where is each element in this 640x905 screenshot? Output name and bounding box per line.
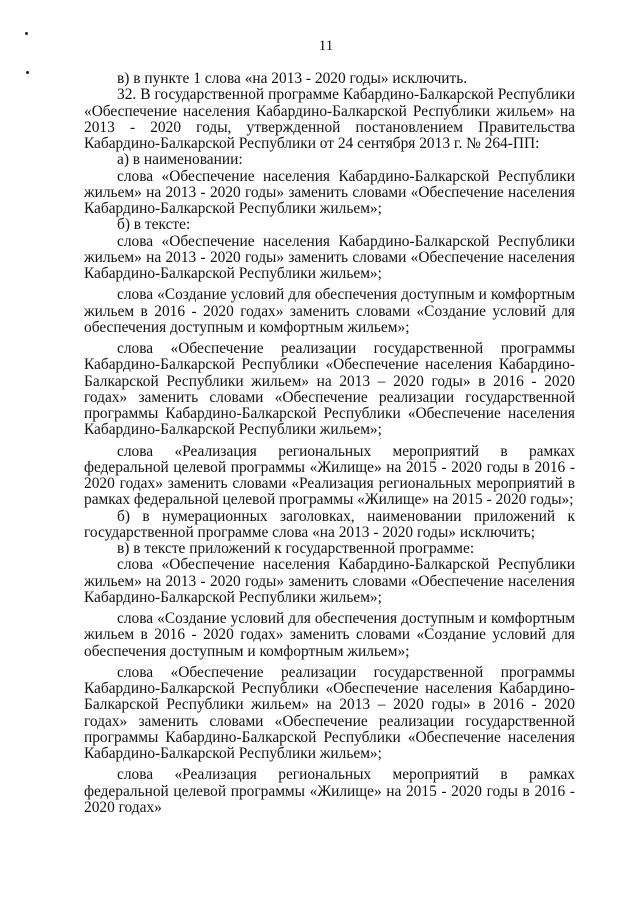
paragraph-a-title: а) в наименовании:	[117, 151, 243, 169]
paragraph-v-appendix-text: в) в тексте приложений к государственной программе:	[117, 540, 475, 557]
paragraph-appendix-program-name: слова «Обеспечение населения Кабардино-Балкарской Республики жильем» на 2013 - 2020 годы» заменить словами «Обеспечение населения Кабардино-Балкарской Республики жильем»;	[84, 556, 575, 606]
paragraph-b-text: б) в тексте:	[117, 216, 191, 234]
paragraph-item-32: 32. В государственной программе Кабардино-Балкарской Республики «Обеспечение населения Кабардино-Балкарской Республики жильем» на 2013 - 2020 годы, утвержденной постановлением Правительства Кабардино-Балкарской Республики от 24 сентября 2013 г. № 264-ПП:	[84, 86, 575, 152]
paragraph-replace-program-name: слова «Обеспечение населения Кабардино-Балкарской Республики жильем» на 2013 - 2020 годы» заменить словами «Обеспечение населения Кабардино-Балкарской Республики жильем»;	[84, 232, 575, 282]
paragraph-numbering-headers: б) в нумерационных заголовках, наименовании приложений к государственной программе слова «на 2013 - 2020 годы» исключить;	[84, 507, 575, 541]
document-body	[84, 71, 575, 816]
paragraph-appendix-regional-events: слова «Реализация региональных мероприятий в рамках федеральной целевой программы «Жилище» на 2015 - 2020 годы в 2016 - 2020 годах»	[84, 766, 575, 816]
paragraph-replace-implementation: слова «Обеспечение реализации государственной программы Кабардино-Балкарской Республики «Обеспечение населения Кабардино-Балкарской Республики жильем» на 2013 – 2020 годы» в 2016 - 2020 годах» заменить словами «Обеспечение реализации государственной программы Кабардино-Балкарской Республики «Обеспечение населения Кабардино-Балкарской Республики жильем»;	[84, 340, 575, 439]
paragraph-replace-title-name: слова «Обеспечение населения Кабардино-Балкарской Республики жильем» на 2013 - 2020 годы» заменить словами «Обеспечение населения Кабардино-Балкарской Республики жильем»;	[84, 167, 575, 217]
paragraph-replace-conditions: слова «Создание условий для обеспечения доступным и комфортным жильем в 2016 - 2020 годах» заменить словами «Создание условий для обеспечения доступным и комфортным жильем»;	[84, 286, 575, 336]
paragraph-replace-regional-events: слова «Реализация региональных мероприятий в рамках федеральной целевой программы «Жилище» на 2015 - 2020 годы в 2016 - 2020 годах» заменить словами «Реализация региональных мероприятий в рамках федеральной целевой программы «Жилище» на 2015 - 2020 годы»;	[84, 442, 575, 509]
page-number: 11	[318, 38, 334, 54]
paragraph-appendix-implementation: слова «Обеспечение реализации государственной программы Кабардино-Балкарской Республики «Обеспечение населения Кабардино-Балкарской Республики жильем» на 2013 – 2020 годы» в 2016 - 2020 годах» заменить словами «Обеспечение реализации государственной программы Кабардино-Балкарской Республики «Обеспечение населения Кабардино-Балкарской Республики жильем»;	[84, 663, 575, 762]
paragraph-appendix-conditions: слова «Создание условий для обеспечения доступным и комфортным жильем в 2016 - 2020 годах» заменить словами «Создание условий для обеспечения доступным и комфортным жильем»;	[84, 610, 575, 660]
scan-speck	[26, 71, 29, 74]
scan-speck	[25, 32, 28, 35]
paragraph-v-item: в) в пункте 1 слова «на 2013 - 2020 годы» исключить.	[117, 70, 468, 87]
